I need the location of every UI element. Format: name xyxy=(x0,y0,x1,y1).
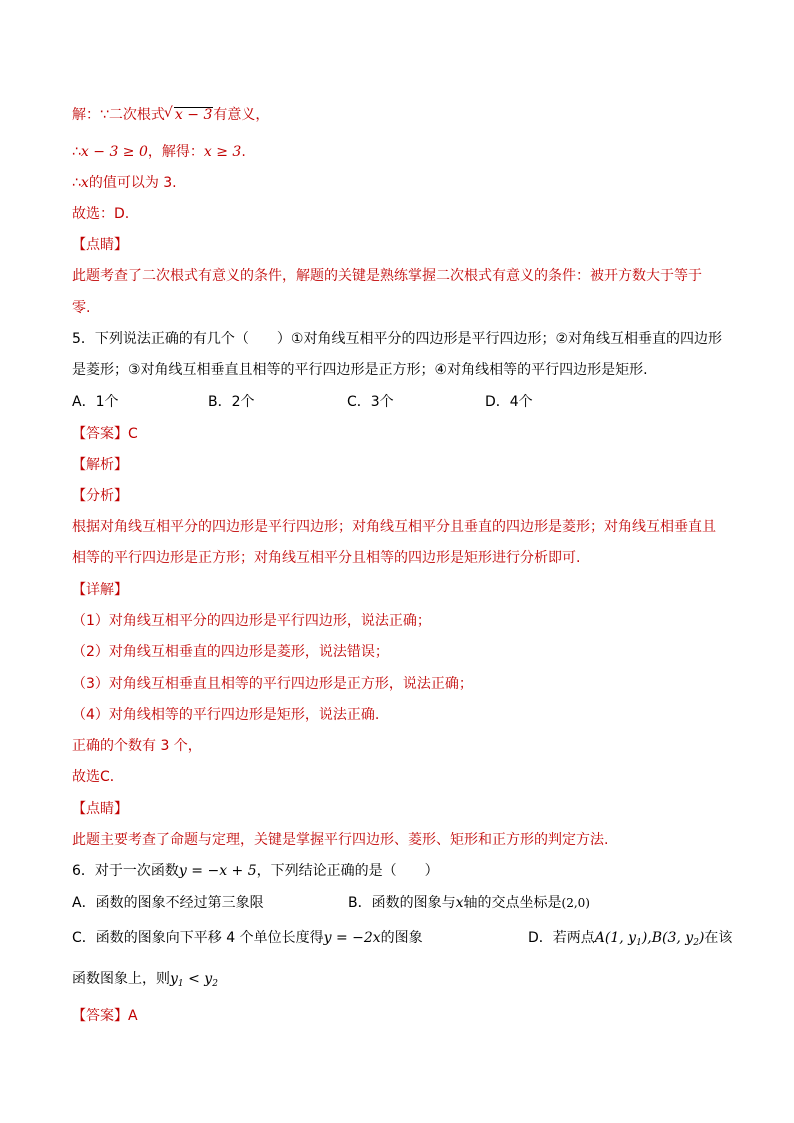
solution-line-1: 解：∵二次根式√ x − 3有意义， xyxy=(72,106,269,124)
solution-text: 解：∵二次根式 xyxy=(72,107,165,123)
q5-option-a: A．1个 xyxy=(72,394,119,410)
intercept-point: (2,0) xyxy=(561,896,590,910)
section-tag-xiangjie: 【详解】 xyxy=(72,582,128,598)
radical-expression: √ x − 3 xyxy=(165,106,213,124)
q6-option-a: A．函数的图象不经过第三象限 xyxy=(72,895,264,911)
q5-analysis-line-2: 相等的平行四边形是正方形；对角线互相平分且相等的四边形是矩形进行分析即可. xyxy=(72,550,581,566)
q5-stem-line-2: 是菱形；③对角线互相垂直且相等的平行四边形是正方形；④对角线相等的平行四边形是矩形. xyxy=(72,362,648,378)
q5-answer: 【答案】C xyxy=(72,426,138,442)
q5-stem-line-1: 5．下列说法正确的有几个（ ）①对角线互相平分的四边形是平行四边形；②对角线互相垂直的四边形 xyxy=(72,331,723,347)
q6-option-c: C．函数的图象向下平移 4 个单位长度得y = −2x的图象 xyxy=(72,930,423,946)
note-line-1: 此题考查了二次根式有意义的条件，解题的关键是熟练掌握二次根式有意义的条件：被开方数大于等于 xyxy=(72,268,702,284)
q5-analysis-line-1: 根据对角线互相平分的四边形是平行四边形；对角线互相平分且垂直的四边形是菱形；对角线互相垂直且 xyxy=(72,519,716,535)
q5-note: 此题主要考查了命题与定理，关键是掌握平行四边形、菱形、矩形和正方形的判定方法. xyxy=(72,832,609,848)
point-a: A(1, $y_1$), xyxy=(594,930,652,948)
q5-detail-2: （2）对角线互相垂直的四边形是菱形，说法错误； xyxy=(72,644,389,660)
q5-detail-3: （3）对角线互相垂直且相等的平行四边形是正方形，说法正确； xyxy=(72,676,473,692)
point-b: B(3, $y_2$) xyxy=(651,930,705,948)
section-tag-dianjing-2: 【点睛】 xyxy=(72,801,128,817)
q6-option-b: B．函数的图象与x轴的交点坐标是(2,0) xyxy=(348,895,590,911)
q5-count: 正确的个数有 3 个， xyxy=(72,738,202,754)
section-tag-fenxi: 【分析】 xyxy=(72,488,128,504)
q5-option-d: D．4个 xyxy=(485,394,533,410)
q5-option-c: C．3个 xyxy=(347,394,394,410)
inequality: x − 3 ≥ 0 xyxy=(80,144,148,160)
q5-detail-1: （1）对角线互相平分的四边形是平行四边形，说法正确； xyxy=(72,613,431,629)
q5-choice: 故选C． xyxy=(72,769,124,785)
y-comparison: $y_1 < y_2$ xyxy=(170,971,218,989)
q6-option-d-continued: 函数图象上，则$y_1 < y_2$ xyxy=(72,971,218,989)
q6-option-d: D．若两点A(1, $y_1),B(3$, $y_2$)在该 xyxy=(528,930,733,948)
function-equation: y = −x + 5 xyxy=(178,863,257,879)
solution-choice: 故选：D. xyxy=(72,206,130,222)
section-tag-dianjing: 【点睛】 xyxy=(72,237,128,253)
note-line-2: 零. xyxy=(72,300,91,316)
solution-line-3: ∴x的值可以为 3. xyxy=(72,175,177,191)
q5-detail-4: （4）对角线相等的平行四边形是矩形，说法正确. xyxy=(72,707,380,723)
q6-stem: 6．对于一次函数y = −x + 5，下列结论正确的是（ ） xyxy=(72,863,439,879)
q5-option-b: B．2个 xyxy=(208,394,255,410)
section-tag-jiexi: 【解析】 xyxy=(72,457,128,473)
shifted-equation: y = −2x xyxy=(323,930,381,946)
q6-answer: 【答案】A xyxy=(72,1008,138,1024)
result-inequality: x ≥ 3 xyxy=(203,144,242,160)
solution-line-2: ∴x − 3 ≥ 0，解得：x ≥ 3. xyxy=(72,144,246,160)
